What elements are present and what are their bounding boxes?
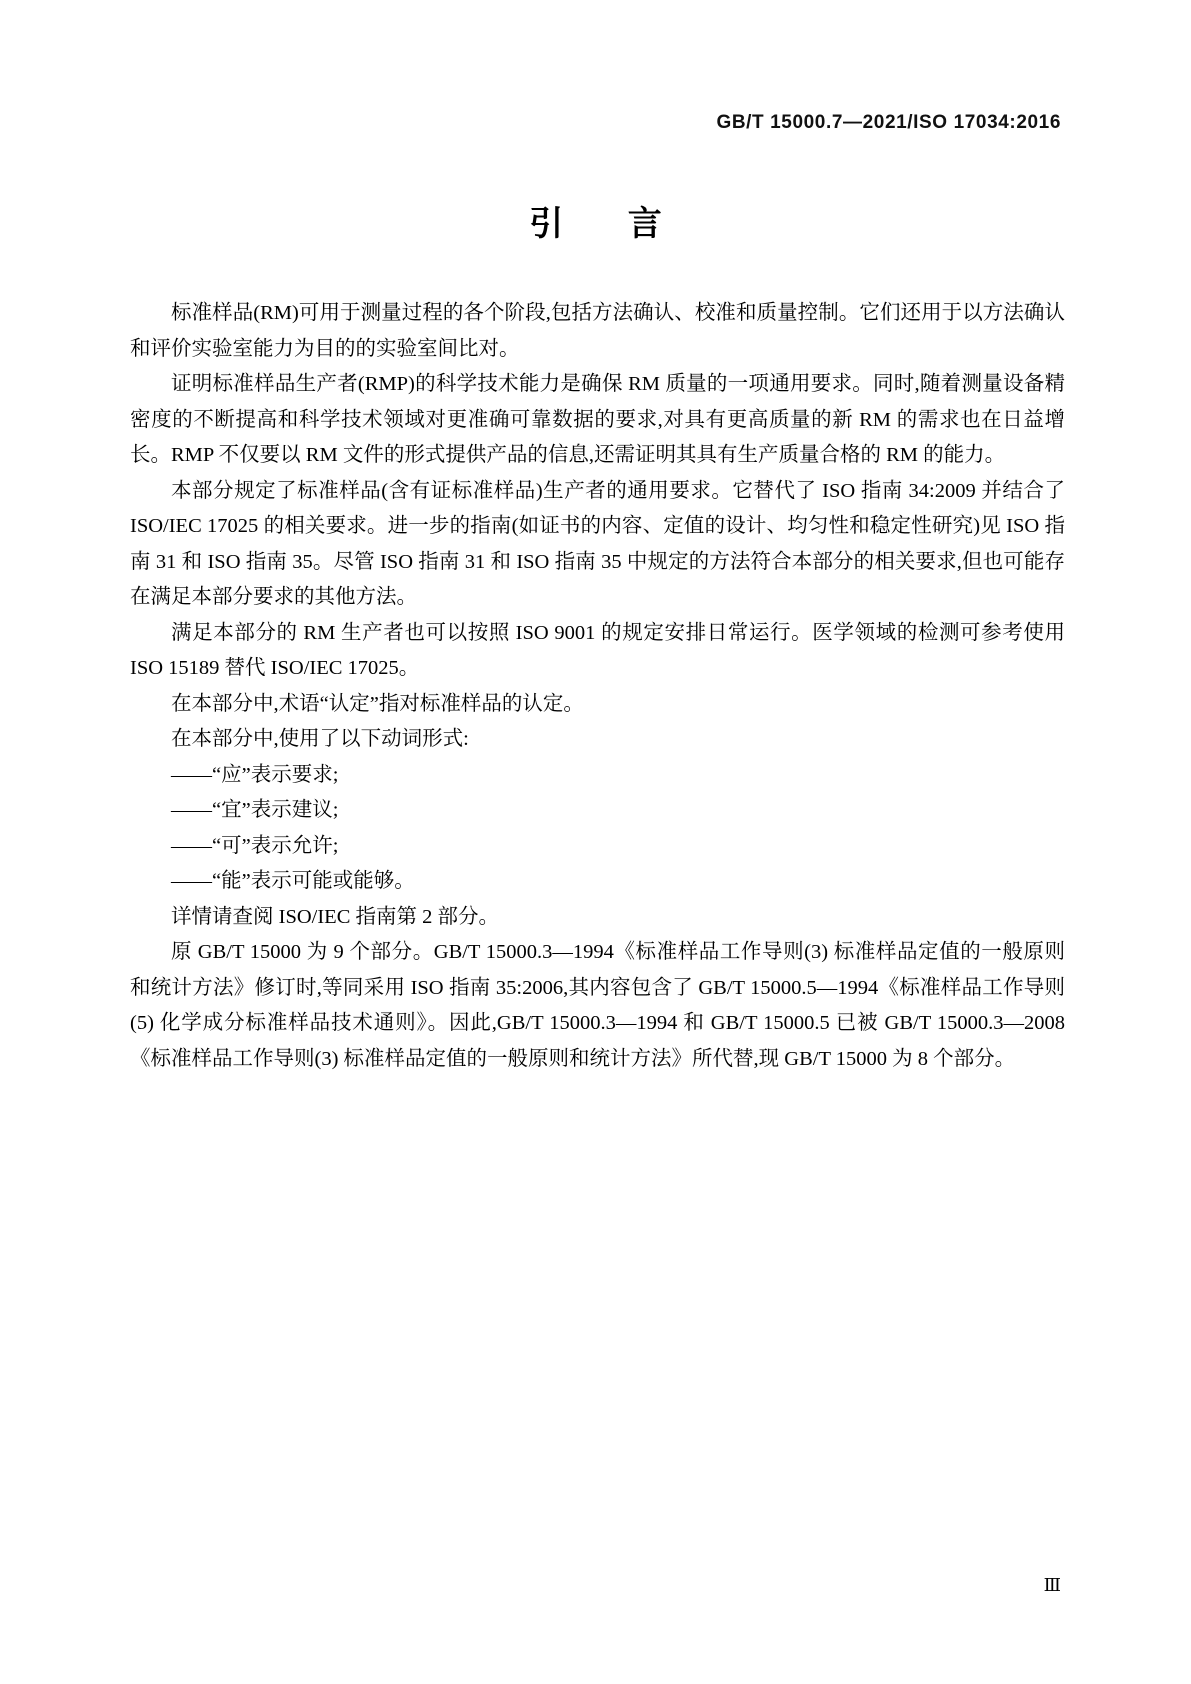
page-number: Ⅲ (1043, 1575, 1061, 1595)
paragraph: 满足本部分的 RM 生产者也可以按照 ISO 9001 的规定安排日常运行。医学领域的检测可参考使用 ISO 15189 替代 ISO/IEC 17025。 (130, 621, 1065, 679)
paragraph: 证明标准样品生产者(RMP)的科学技术能力是确保 RM 质量的一项通用要求。同时,随着测量设备精密度的不断提高和科学技术领域对更准确可靠数据的要求,对具有更高质量的新 RM 的需求也在日益增长。RMP 不仅要以 RM 文件的形式提供产品的信息,还需证明其具有生产质量合格的 RM 的能力。 (130, 373, 1065, 466)
paragraph: 在本部分中,术语“认定”指对标准样品的认定。 (171, 692, 584, 715)
list-item: ——“应”表示要求; (171, 763, 339, 786)
list-item: ——“可”表示允许; (171, 834, 339, 857)
paragraph: 本部分规定了标准样品(含有证标准样品)生产者的通用要求。它替代了 ISO 指南 34:2009 并结合了 ISO/IEC 17025 的相关要求。进一步的指南(如证书的内容、定值的设计、均匀性和稳定性研究)见 ISO 指南 31 和 ISO 指南 35。尽管 ISO 指南 31 和 ISO 指南 35 中规定的方法符合本部分的相关要求,但也可能存在满足本部分要求的其他方法。 (130, 479, 1065, 608)
paragraph: 在本部分中,使用了以下动词形式: (171, 728, 469, 750)
paragraph: 详情请查阅 ISO/IEC 指南第 2 部分。 (171, 905, 499, 928)
paragraph: 标准样品(RM)可用于测量过程的各个阶段,包括方法确认、校准和质量控制。它们还用于以方法确认和评价实验室能力为目的的实验室间比对。 (130, 302, 1065, 360)
page-header-standard-code: GB/T 15000.7—2021/ISO 17034:2016 (716, 112, 1061, 133)
list-item: ——“能”表示可能或能够。 (171, 870, 415, 892)
list-item: ——“宜”表示建议; (171, 799, 339, 821)
paragraph: 原 GB/T 15000 为 9 个部分。GB/T 15000.3—1994《标准样品工作导则(3) 标准样品定值的一般原则和统计方法》修订时,等同采用 ISO 指南 35:2006,其内容包含了 GB/T 15000.5—1994《标准样品工作导则(5) 化学成分标准样品技术通则》。因此,GB/T 15000.3—1994 和 GB/T 15000.5 已被 GB/T 15000.3—2008《标准样品工作导则(3) 标准样品定值的一般原则和统计方法》所代替,现 GB/T 15000 为 8 个部分。 (130, 941, 1065, 1070)
introduction-body (130, 296, 1065, 1077)
page-title: 引 言 (529, 206, 690, 243)
